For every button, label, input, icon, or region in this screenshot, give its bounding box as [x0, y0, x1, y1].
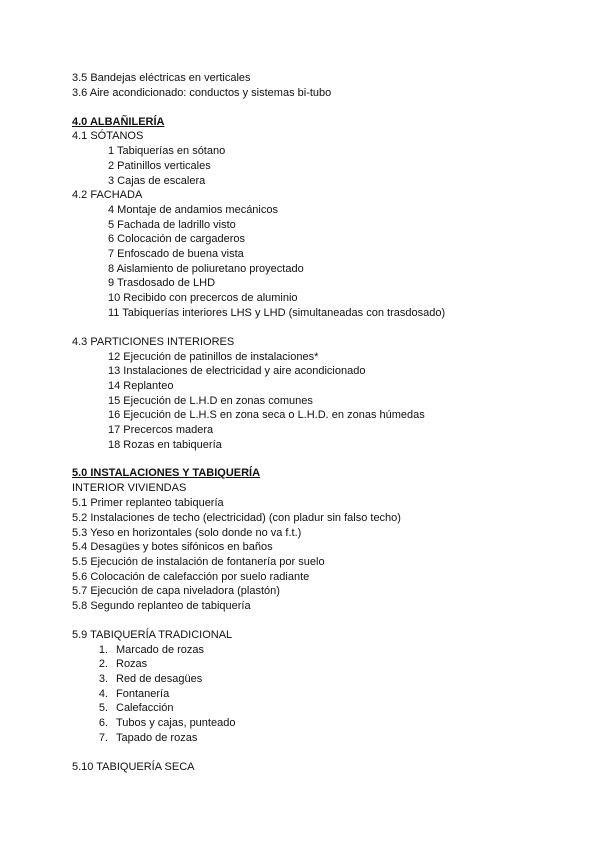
- list-number: 3.: [98, 673, 108, 685]
- ordered-list-item: [88, 687, 169, 701]
- section-4-3-title: 4.3 PARTICIONES INTERIORES: [72, 336, 235, 348]
- list-number: 2.: [98, 658, 108, 670]
- list-item: 5.8 Segundo replanteo de tabiquería: [72, 600, 251, 612]
- section-4-1-title: 4.1 SÓTANOS: [72, 130, 144, 142]
- list-text: Fontanería: [116, 688, 170, 700]
- ordered-list-item: [88, 643, 204, 657]
- list-item: 9 Trasdosado de LHD: [108, 277, 216, 289]
- list-text: Rozas: [116, 658, 148, 670]
- item-3-5: 3.5 Bandejas eléctricas en verticales: [72, 72, 251, 84]
- list-item: 18 Rozas en tabiquería: [108, 439, 222, 451]
- list-number: 1.: [98, 644, 108, 656]
- section-4-heading: 4.0 ALBAÑILERÍA: [72, 116, 165, 128]
- list-number: 5.: [98, 702, 108, 714]
- list-item: 5.2 Instalaciones de techo (electricidad) (con pladur sin falso techo): [72, 512, 401, 524]
- list-text: Red de desagües: [116, 673, 203, 685]
- list-item: 7 Enfoscado de buena vista: [108, 248, 244, 260]
- ordered-list-item: [88, 701, 173, 715]
- list-number: 7.: [98, 732, 108, 744]
- list-item: 13 Instalaciones de electricidad y aire acondicionado: [108, 365, 366, 377]
- ordered-list-item: [88, 731, 197, 745]
- ordered-list-item: [88, 672, 202, 686]
- list-item: 10 Recibido con precercos de aluminio: [108, 292, 298, 304]
- list-item: 5.3 Yeso en horizontales (solo donde no va f.t.): [72, 527, 302, 539]
- list-number: 4.: [98, 688, 108, 700]
- list-item: 4 Montaje de andamios mecánicos: [108, 204, 278, 216]
- section-4-2-title: 4.2 FACHADA: [72, 189, 143, 201]
- list-text: Marcado de rozas: [116, 644, 205, 656]
- list-item: 5 Fachada de ladrillo visto: [108, 219, 236, 231]
- section-5-subtitle: INTERIOR VIVIENDAS: [72, 482, 187, 494]
- list-item: 8 Aislamiento de poliuretano proyectado: [108, 263, 304, 275]
- list-item: 14 Replanteo: [108, 380, 174, 392]
- list-item: 3 Cajas de escalera: [108, 175, 206, 187]
- list-item: 12 Ejecución de patinillos de instalaciones*: [108, 351, 319, 363]
- list-item: 16 Ejecución de L.H.S en zona seca o L.H.D. en zonas húmedas: [108, 409, 425, 421]
- list-item: 1 Tabiquerías en sótano: [108, 145, 226, 157]
- list-item: 5.1 Primer replanteo tabiquería: [72, 497, 224, 509]
- list-text: Calefacción: [116, 702, 174, 714]
- list-text: Tubos y cajas, punteado: [116, 717, 236, 729]
- list-item: 6 Colocación de cargaderos: [108, 233, 245, 245]
- section-5-9-title: 5.9 TABIQUERÍA TRADICIONAL: [72, 629, 233, 641]
- list-item: 5.4 Desagües y botes sifónicos en baños: [72, 541, 273, 553]
- list-item: 11 Tabiquerías interiores LHS y LHD (simultaneadas con trasdosado): [108, 307, 446, 319]
- list-number: 6.: [98, 717, 108, 729]
- list-item: 5.5 Ejecución de instalación de fontanería por suelo: [72, 556, 325, 568]
- list-text: Tapado de rozas: [116, 732, 198, 744]
- list-item: 5.7 Ejecución de capa niveladora (plastón): [72, 585, 280, 597]
- list-item: 15 Ejecución de L.H.D en zonas comunes: [108, 395, 313, 407]
- section-5-heading: 5.0 INSTALACIONES Y TABIQUERÍA: [72, 467, 261, 479]
- section-5-10-title: 5.10 TABIQUERÍA SECA: [72, 761, 195, 773]
- ordered-list-item: [88, 657, 147, 671]
- item-3-6: 3.6 Aire acondicionado: conductos y sistemas bi-tubo: [72, 87, 332, 99]
- list-item: 2 Patinillos verticales: [108, 160, 211, 172]
- ordered-list-item: [88, 716, 235, 730]
- list-item: 17 Precercos madera: [108, 424, 214, 436]
- list-item: 5.6 Colocación de calefacción por suelo radiante: [72, 571, 310, 583]
